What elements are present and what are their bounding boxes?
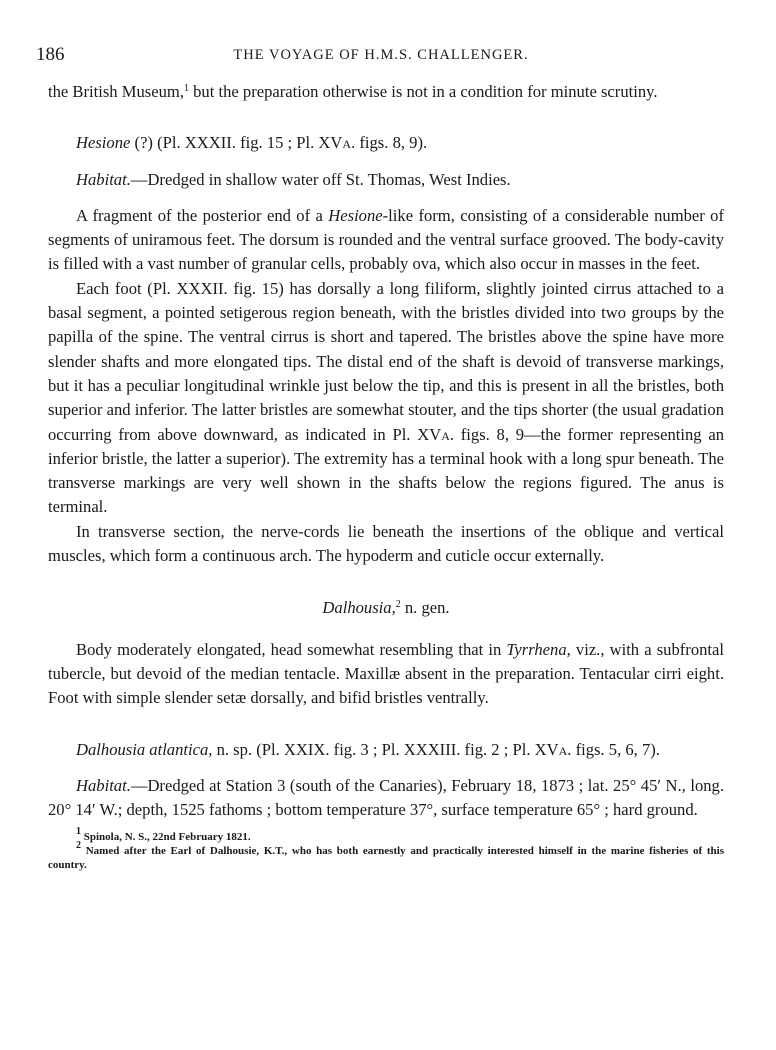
footnote-ref-2: 2: [395, 599, 401, 611]
footnote-ref-1: 1: [183, 83, 189, 94]
dalhousia-habitat: Habitat.—Dredged at Station 3 (south of the Canaries), February 18, 1873 ; lat. 25° 45′ N., long. 20° 14′ W.; depth, 1525 fathoms ; bottom temperature 37°, surface temperature 65° ; hard ground.: [48, 775, 724, 820]
hesione-paragraph-3: In transverse section, the nerve-cords lie beneath the insertions of the oblique and vertical muscles, which form a continuous arch. The hypoderm and cuticle occur externally.: [48, 521, 724, 566]
dalhousia-description: Body moderately elongated, head somewhat resembling that in Tyrrhena, viz., with a subfrontal tubercle, but devoid of the median tentacle. Maxillæ absent in the preparation. Tentacular cirri eight. Foot with simple slender setæ dorsally, and bifid bristles ventrally.: [48, 639, 724, 708]
page-header: [36, 44, 726, 68]
footnote-2: $^2$ Named after the Earl of Dalhousie, K.T., who has both earnestly and practically interested himself in the marine fisheries of this country.: [48, 840, 724, 872]
page-number: 186: [36, 44, 65, 65]
habitat-label: Habitat.: [76, 169, 131, 189]
hesione-paragraph-2: Each foot (Pl. XXXII. fig. 15) has dorsally a long filiform, slightly jointed cirrus attached to a basal segment, a pointed setigerous region beneath, with the bristles divided into two groups by the papilla of the spine. The ventral cirrus is short and tapered. The bristles above the spine have more slender shafts and more elongated tips. The distal end of the shaft is devoid of transverse markings, but it has a peculiar longitudinal wrinkle just below the tip, and this is present in all the bristles, both superior and inferior. The latter bristles are somewhat stouter, and the tips shorter (the usual gradation occurring from above downward, as indicated in Pl. XVa. figs. 8, 9—the former representing an inferior bristle, the latter a superior). The extremity has a terminal hook with a long spur beneath. The transverse markings are very well shown in the shafts below the regions figured. The anus is terminal.: [48, 278, 724, 517]
hesione-habitat: Habitat.—Dredged in shallow water off St. Thomas, West Indies.: [76, 169, 511, 189]
dalhousia-species-heading: Dalhousia atlantica, n. sp. (Pl. XXIX. fig. 3 ; Pl. XXXIII. fig. 2 ; Pl. XVa. figs. 5, 6, 7).: [76, 739, 660, 759]
footnote-1: $^1$ Spinola, N. S., 22nd February 1821.: [76, 826, 251, 844]
dalhousia-genus-heading: Dalhousia,$^2$ n. gen.: [322, 598, 450, 618]
page-body: [48, 80, 724, 872]
hesione-heading: Hesione (?) (Pl. XXXII. fig. 15 ; Pl. XVa. figs. 8, 9).: [76, 133, 428, 153]
footnotes: [48, 826, 724, 872]
hesione-genus: Hesione: [76, 133, 131, 153]
hesione-paragraph-1: A fragment of the posterior end of a Hesione-like form, consisting of a considerable number of segments of uniramous feet. The dorsum is rounded and the ventral surface grooved. The body-cavity is filled with a vast number of granular cells, probably ova, which also occur in masses in the feet.: [48, 205, 724, 274]
running-title: THE VOYAGE OF H.M.S. CHALLENGER.: [233, 47, 529, 63]
habitat-label: Habitat.: [76, 775, 131, 795]
intro-paragraph: the British Museum,$^1$ but the preparation otherwise is not in a condition for minute scrutiny.: [48, 82, 658, 101]
